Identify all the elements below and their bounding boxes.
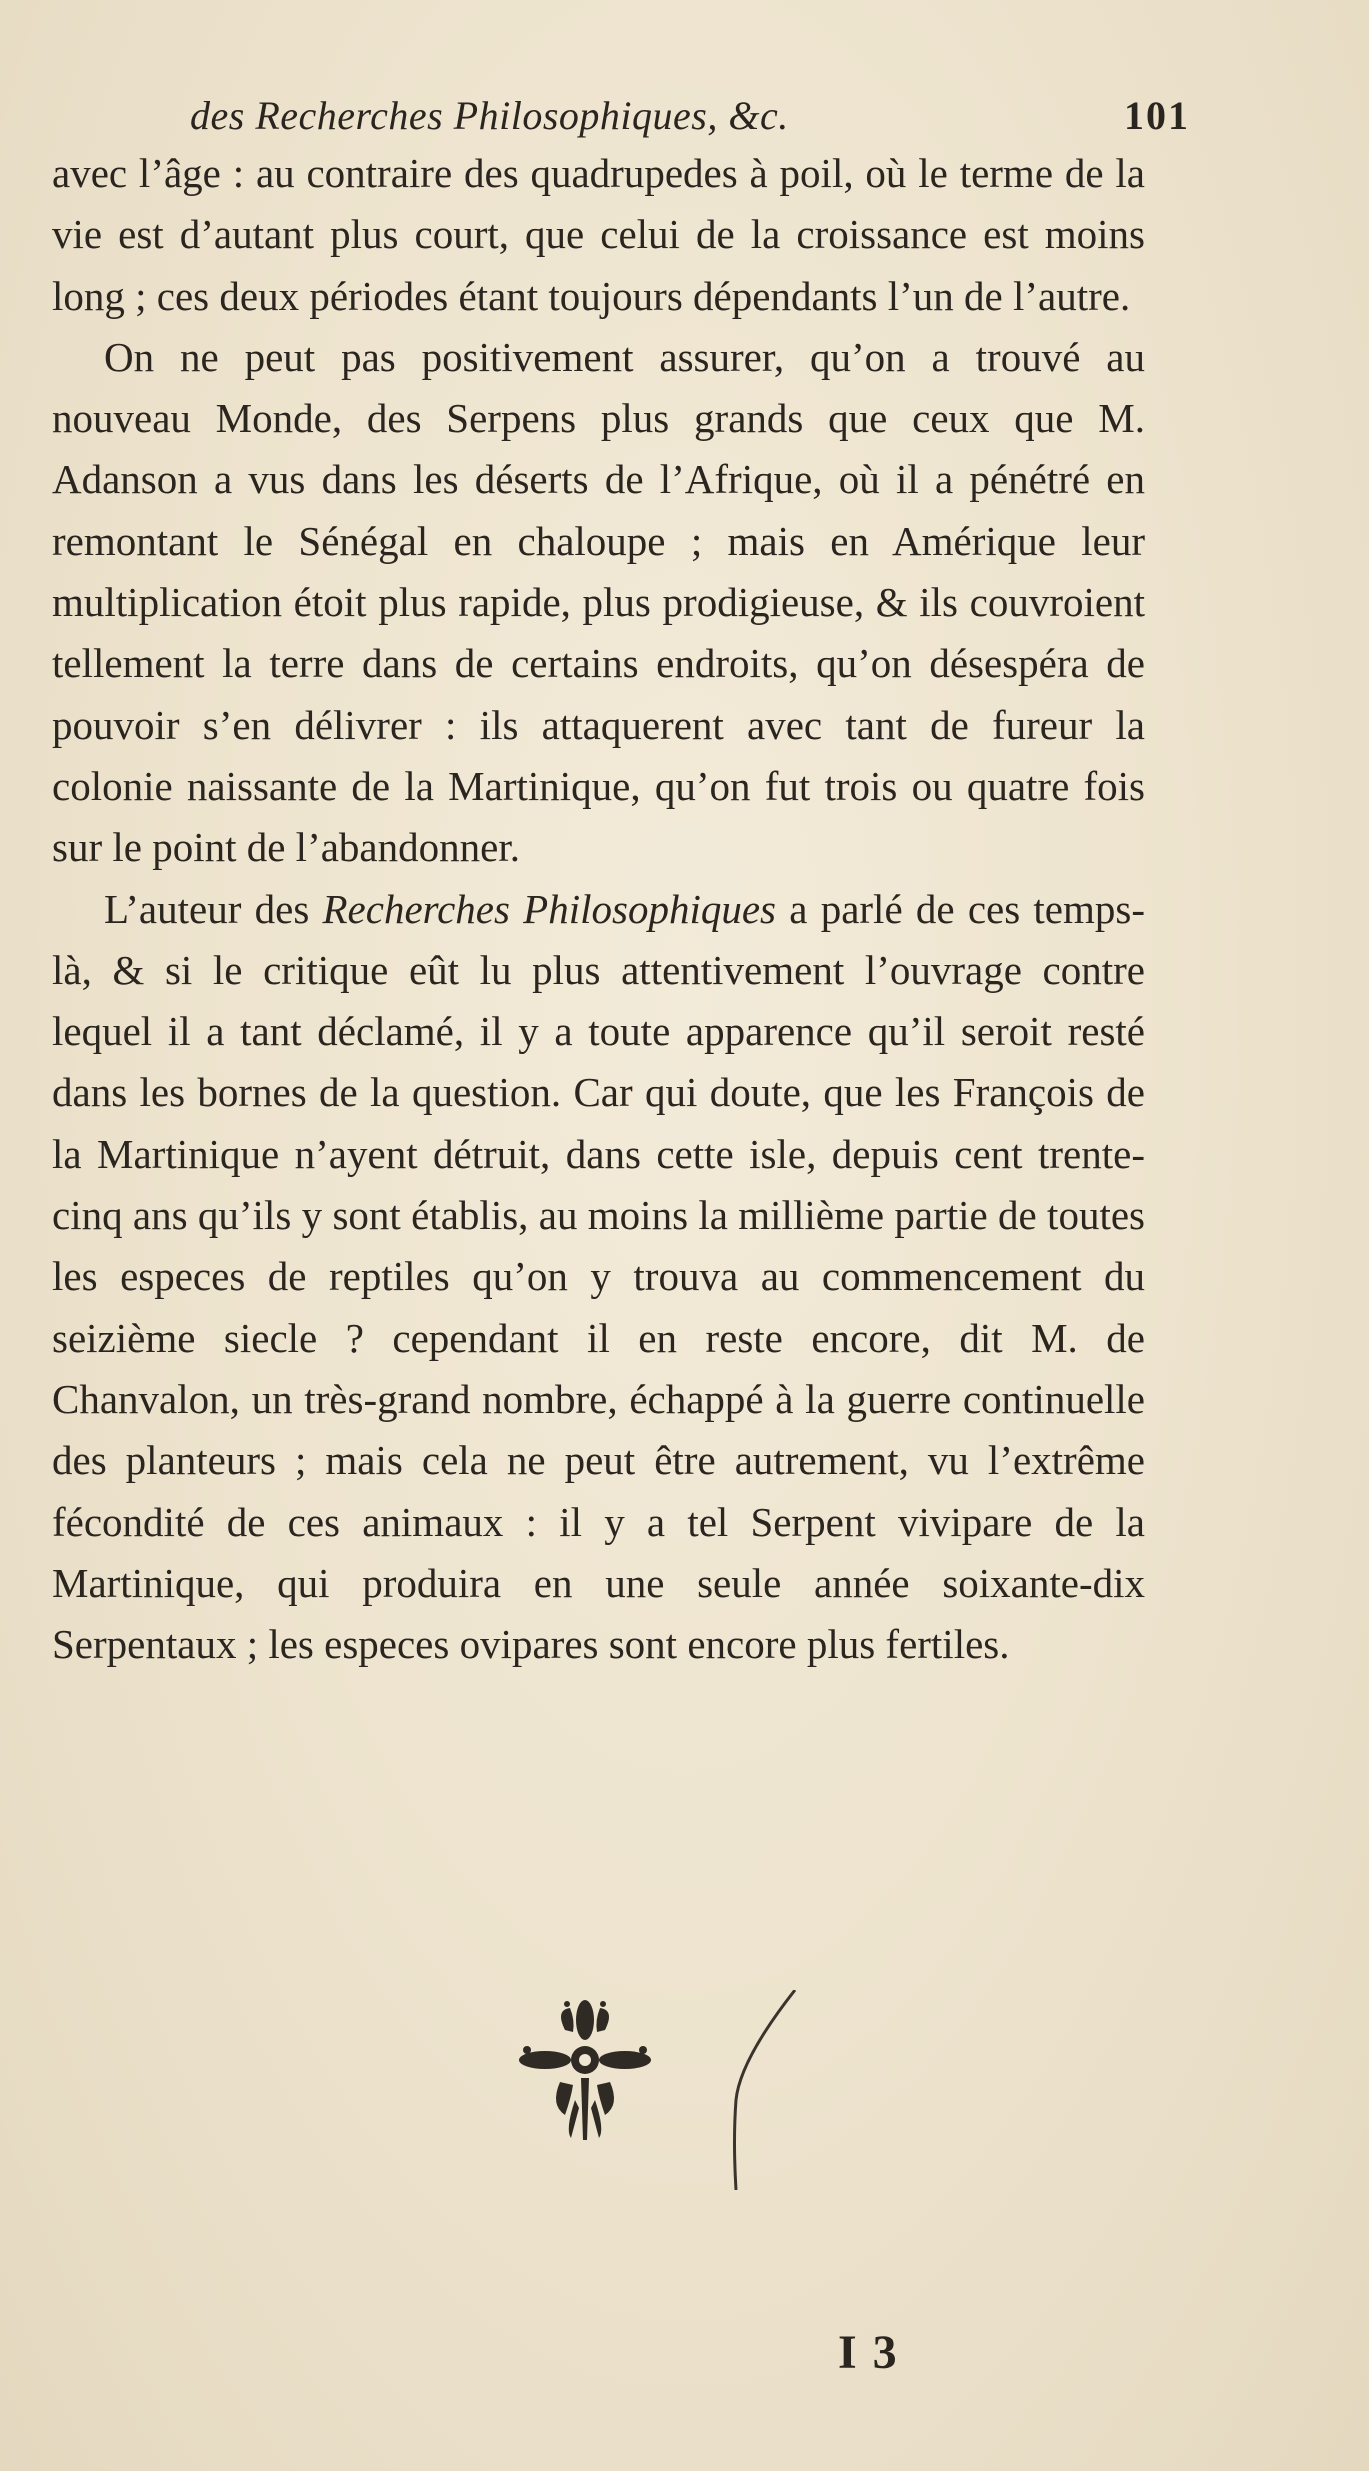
signature-mark: I 3 [838, 2326, 899, 2379]
paragraph-3-rest: a parlé de ces temps-là, & si le critique eût lu plus attentivement l’ouvrage contre lequel il a tant déclamé, il y a toute apparence qu’il seroit resté dans les bornes de la question. Car qui doute, que les François de la Martinique n’ayent détruit, dans cette isle, depuis cent trente-cinq ans qu’ils y sont établis, au moins la millième partie de toutes les especes de reptiles qu’on y trouva au commencement du seizième siecle ? cependant il en reste encore, dit M. de Chanvalon, un très-grand nombre, échappé à la guerre continuelle des planteurs ; mais cela ne peut être autrement, vu l’extrême fécondité de ces animaux : il y a tel Serpent vivipare de la Martinique, qui produira en une seule année soixante-dix Serpentaux ; les especes ovipares sont encore plus fertiles. [52, 885, 1146, 1668]
paragraph-2: On ne peut pas positivement assurer, qu’on a trouvé au nouveau Monde, des Serpens plus grands que ceux que M. Adanson a vus dans les déserts de l’Afrique, où il a pénétré en remontant le Sénégal en chaloupe ; mais en Amérique leur multiplication étoit plus rapide, plus prodigieuse, & ils couvroient tellement la terre dans de certains endroits, qu’on désespéra de pouvoir s’en délivrer : ils attaquerent avec tant de fureur la colonie naissante de la Martinique, qu’on fut trois ou quatre fois sur le point de l’abandonner. [52, 333, 1145, 871]
page-header [190, 86, 1190, 146]
paragraph-3 [52, 879, 1145, 1676]
pen-stroke-icon [700, 1990, 820, 2190]
book-title-italic: Recherches Philosophiques [322, 885, 777, 932]
running-title: des Recherches Philosophiques, &c. [190, 93, 789, 138]
paragraph-3-lead: L’auteur des [104, 885, 323, 932]
floral-fleuron-icon [505, 1990, 665, 2150]
page-number: 101 [1124, 93, 1190, 138]
paragraph-1: avec l’âge : au contraire des quadrupedes à poil, où le terme de la vie est d’autant plus court, que celui de la croissance est moins long ; ces deux périodes étant toujours dépendants l’un de l’autre. [52, 150, 1145, 319]
body-text [52, 143, 1145, 1675]
